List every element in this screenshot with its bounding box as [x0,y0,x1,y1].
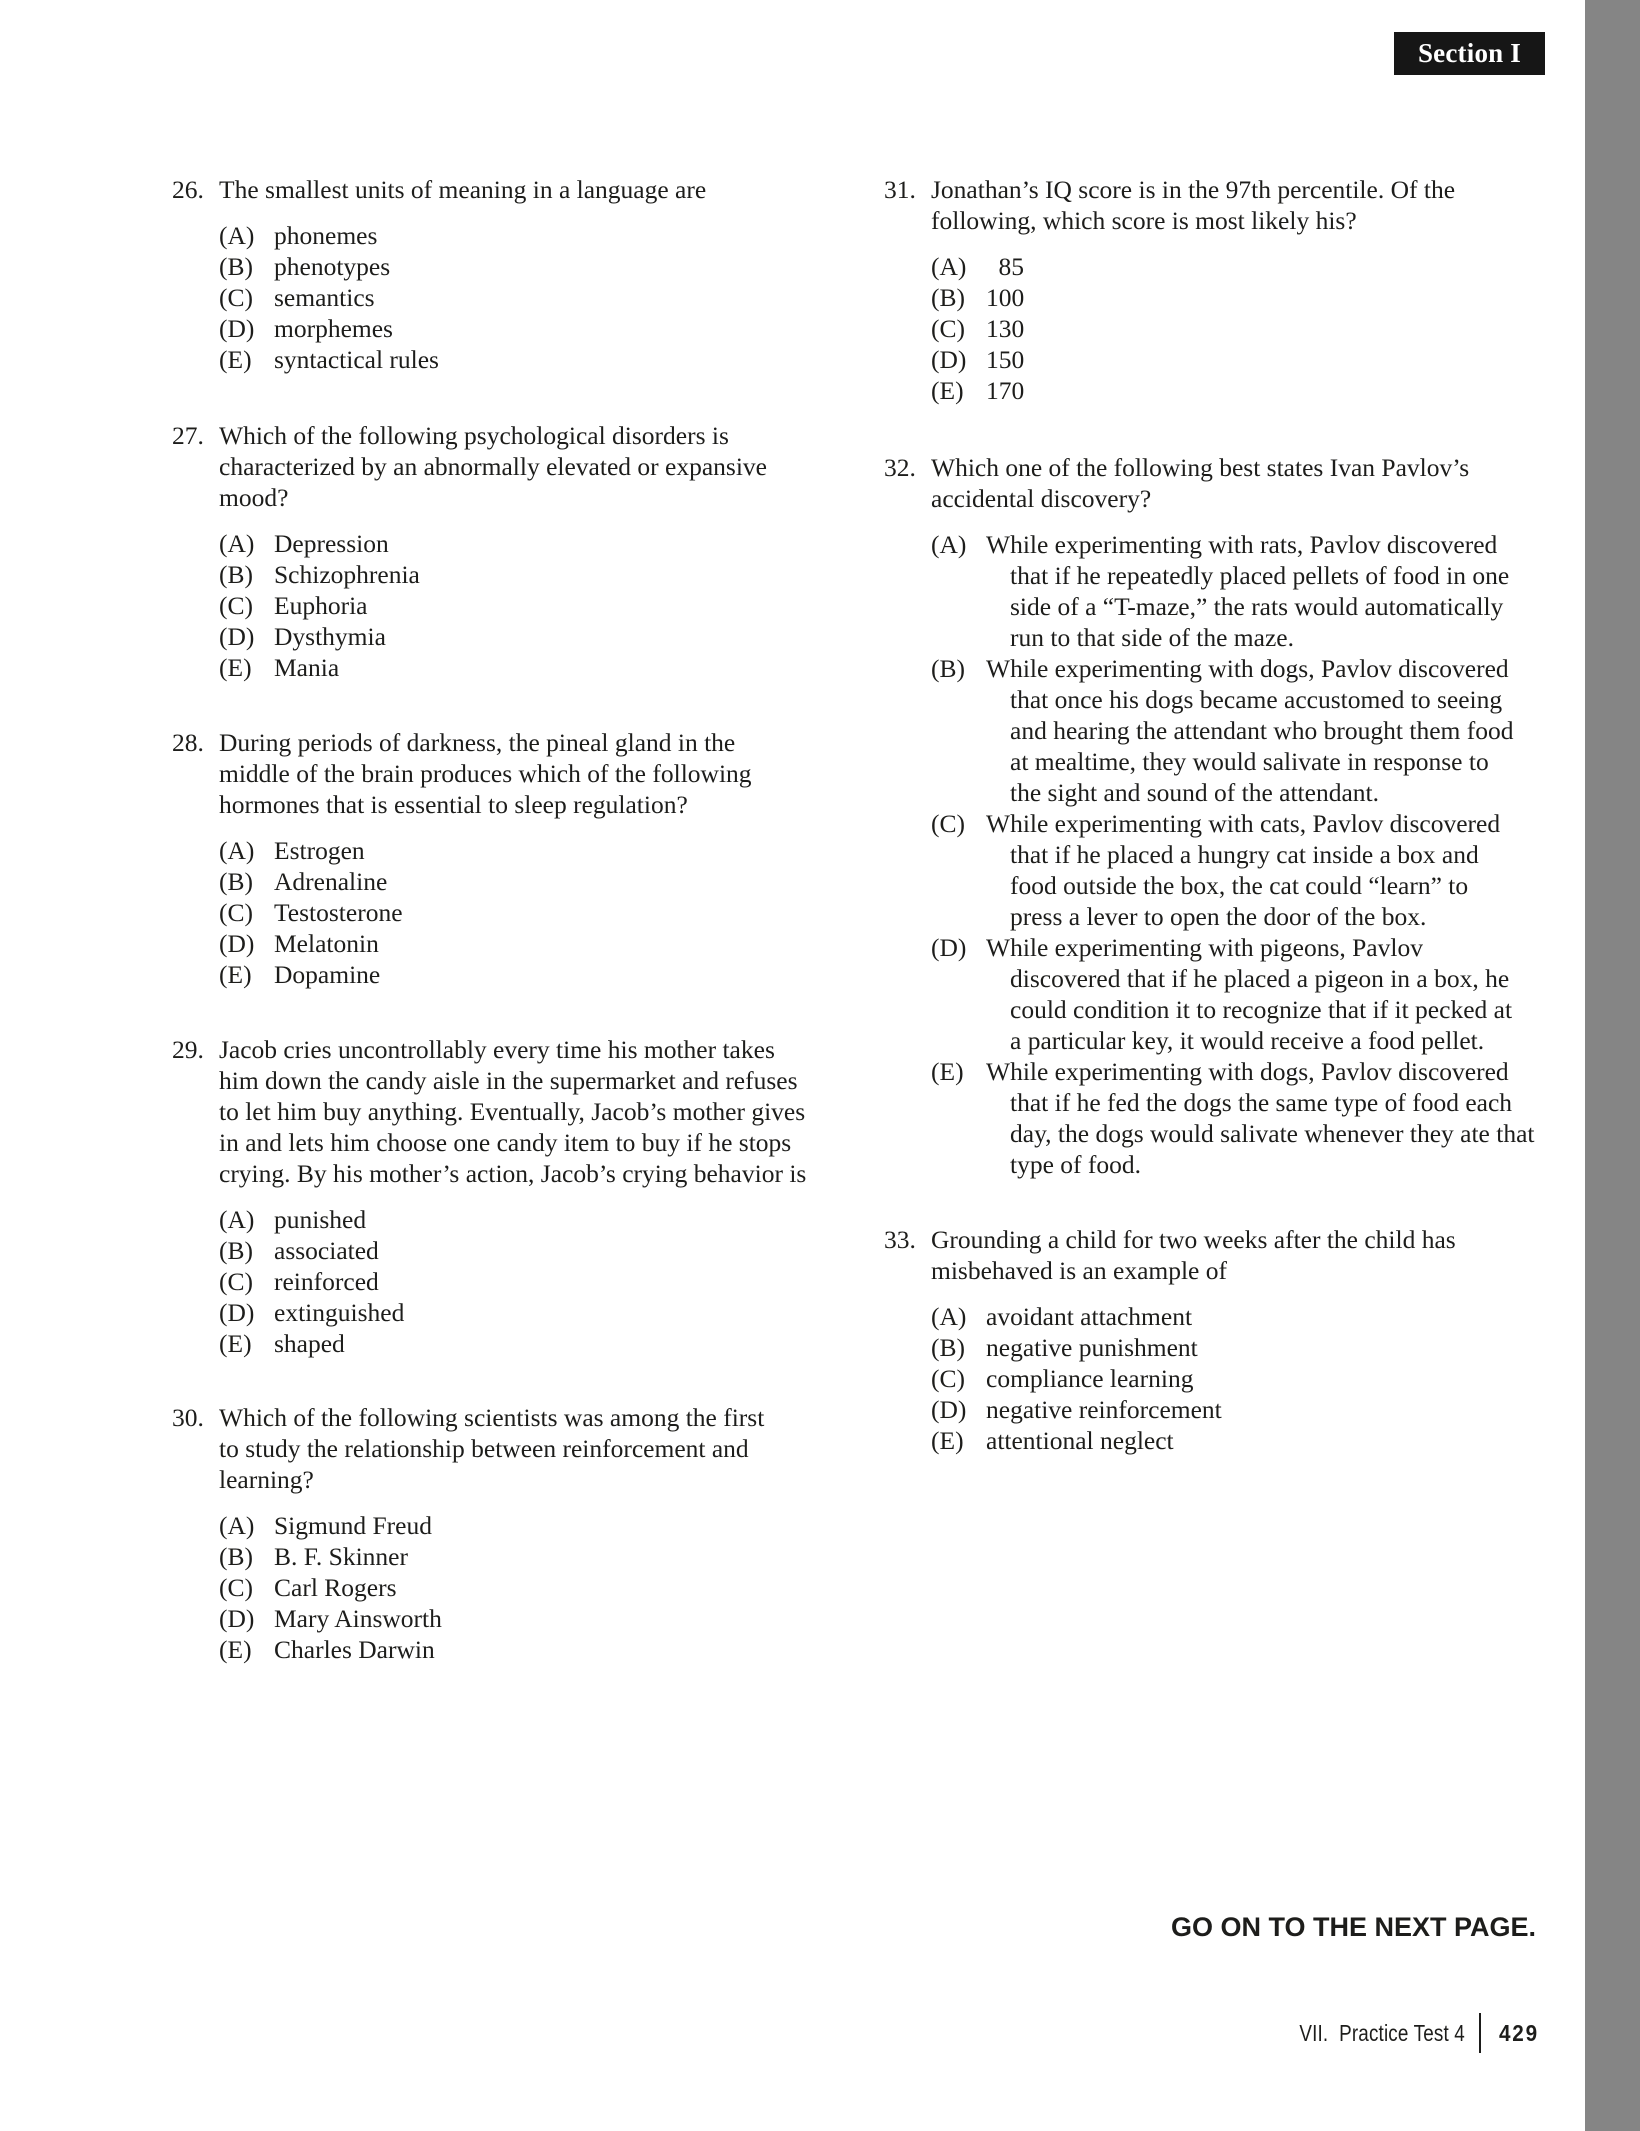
answer-option[interactable] [219,1510,832,1541]
option-letter: (D) [931,345,967,374]
option-letter: (E) [219,1635,252,1664]
answer-option[interactable] [931,1301,1544,1332]
option-letter: (D) [219,929,255,958]
option-letter: (B) [219,560,253,589]
option-text [274,1328,832,1359]
question-text-line: learning? [219,1465,314,1494]
option-letter: (A) [219,1205,255,1234]
option-text [986,932,1544,1056]
answer-option[interactable] [219,344,832,375]
answer-option[interactable] [219,528,832,559]
answer-option[interactable] [219,282,832,313]
option-text-line: Depression [274,529,389,558]
option-text [274,866,832,897]
answer-option[interactable] [219,1572,832,1603]
question-29 [172,1034,832,1359]
question-27 [172,420,832,683]
question-30 [172,1402,832,1665]
option-text-line: 150 [986,345,1025,374]
option-text [986,1425,1544,1456]
answer-option[interactable] [219,1235,832,1266]
answer-option[interactable] [219,559,832,590]
answer-option[interactable] [931,1332,1544,1363]
question-stem [172,420,832,513]
option-text-line: Dysthymia [274,622,386,651]
option-text-line: B. F. Skinner [274,1542,408,1571]
option-text [274,251,832,282]
option-letter: (A) [219,529,255,558]
answer-option[interactable] [931,653,1544,808]
option-letter: (C) [219,1573,253,1602]
question-text-line: crying. By his mother’s action, Jacob’s crying behavior is [219,1159,807,1188]
option-text [274,528,832,559]
answer-options [172,220,832,375]
option-letter: (E) [931,1426,964,1455]
answer-option[interactable] [219,251,832,282]
question-stem [172,727,832,820]
option-text-line: 130 [986,314,1025,343]
answer-option[interactable] [931,1394,1544,1425]
option-text [274,959,832,990]
option-text-line: associated [274,1236,379,1265]
option-text [274,1266,832,1297]
answer-option[interactable] [219,835,832,866]
option-letter: (A) [219,221,255,250]
answer-option[interactable] [931,344,1544,375]
option-text [986,313,1544,344]
option-letter: (C) [931,314,965,343]
option-letter: (D) [219,1298,255,1327]
option-text [274,835,832,866]
answer-option[interactable] [219,959,832,990]
option-letter: (E) [219,1329,252,1358]
question-number: 28. [172,728,204,757]
question-stem [172,1402,832,1495]
option-text [274,1572,832,1603]
question-33 [884,1224,1544,1456]
question-number: 26. [172,175,204,204]
option-letter: (D) [931,933,967,962]
option-text [274,1510,832,1541]
question-text-line: accidental discovery? [931,484,1152,513]
answer-option[interactable] [931,375,1544,406]
question-text-line: to let him buy anything. Eventually, Jacob’s mother gives [219,1097,806,1126]
answer-option[interactable] [931,251,1544,282]
answer-options [172,1204,832,1359]
question-text-line: Jacob cries uncontrollably every time his mother takes [219,1035,775,1064]
option-text-line: that once his dogs became accustomed to seeing [1010,685,1503,714]
option-text-line: Dopamine [274,960,381,989]
answer-option[interactable] [931,1056,1544,1180]
option-letter: (B) [931,283,965,312]
option-text [274,621,832,652]
answer-option[interactable] [219,590,832,621]
option-text [986,1301,1544,1332]
answer-option[interactable] [219,1603,832,1634]
option-letter: (E) [219,345,252,374]
answer-option[interactable] [931,1363,1544,1394]
option-text [274,928,832,959]
answer-option[interactable] [219,897,832,928]
option-text [274,1297,832,1328]
page-edge-tab [1585,0,1640,2131]
question-text-line: The smallest units of meaning in a language are [219,175,707,204]
option-text-line: 85 [998,252,1024,281]
question-text-line: Which one of the following best states Ivan Pavlov’s [931,453,1470,482]
answer-option[interactable] [219,1297,832,1328]
option-text-line: semantics [274,283,375,312]
question-text-line: Which of the following scientists was among the first [219,1403,765,1432]
option-letter: (E) [219,960,252,989]
option-text-line: Testosterone [274,898,403,927]
page-footer [1250,2012,1543,2054]
option-text [274,1634,832,1665]
option-text [986,1056,1544,1180]
option-text-line: phenotypes [274,252,391,281]
answer-option[interactable] [931,313,1544,344]
question-text-line: hormones that is essential to sleep regulation? [219,790,688,819]
option-text-line: that if he fed the dogs the same type of food each [1010,1088,1513,1117]
question-text-line: to study the relationship between reinforcement and [219,1434,749,1463]
option-letter: (B) [931,654,965,683]
question-stem [172,174,832,205]
option-text-line: Charles Darwin [274,1635,435,1664]
option-text-line: compliance learning [986,1364,1194,1393]
option-text [274,313,832,344]
question-number: 27. [172,421,204,450]
option-text-line: Melatonin [274,929,379,958]
option-text [274,897,832,928]
option-letter: (C) [931,809,965,838]
option-letter: (A) [219,1511,255,1540]
question-28 [172,727,832,990]
option-text-line: Mania [274,653,340,682]
option-letter: (D) [219,314,255,343]
option-letter: (D) [931,1395,967,1424]
answer-options [172,835,832,990]
option-text [986,1332,1544,1363]
option-text-line: syntactical rules [274,345,439,374]
option-text [986,653,1544,808]
option-text-line: While experimenting with rats, Pavlov discovered [986,530,1498,559]
answer-option[interactable] [219,313,832,344]
option-text-line: discovered that if he placed a pigeon in a box, he [1010,964,1510,993]
option-text [274,282,832,313]
question-stem [884,1224,1544,1286]
option-text-line: side of a “T-maze,” the rats would automatically [1010,592,1504,621]
option-text-line: Adrenaline [274,867,388,896]
option-text-line: Schizophrenia [274,560,420,589]
question-number: 33. [884,1225,916,1254]
option-text-line: 170 [986,376,1025,405]
question-text-line: misbehaved is an example of [931,1256,1227,1285]
section-badge: Section I [1394,32,1545,75]
question-31 [884,174,1544,406]
page-number: 429 [1498,2019,1539,2046]
option-text-line: phonemes [274,221,378,250]
option-text-line: a particular key, it would receive a food pellet. [1010,1026,1485,1055]
option-text-line: reinforced [274,1267,379,1296]
answer-options [884,1301,1544,1456]
option-letter: (C) [931,1364,965,1393]
option-text-line: that if he repeatedly placed pellets of food in one [1010,561,1510,590]
answer-option[interactable] [931,932,1544,1056]
question-text-line: Grounding a child for two weeks after the child has [931,1225,1456,1254]
question-text-line: During periods of darkness, the pineal gland in the [219,728,736,757]
option-letter: (E) [931,376,964,405]
go-on-instruction: GO ON TO THE NEXT PAGE. [1171,1912,1537,1942]
question-text-line: Jonathan’s IQ score is in the 97th percentile. Of the [931,175,1456,204]
footer-divider [1479,2013,1481,2053]
option-text-line: While experimenting with pigeons, Pavlov [986,933,1423,962]
option-text-line: and hearing the attendant who brought them food [1010,716,1514,745]
answer-option[interactable] [931,1425,1544,1456]
option-text-line: While experimenting with cats, Pavlov discovered [986,809,1501,838]
option-text-line: morphemes [274,314,393,343]
option-letter: (B) [219,1542,253,1571]
question-text-line: in and lets him choose one candy item to buy if he stops [219,1128,792,1157]
option-letter: (C) [219,591,253,620]
option-text-line: type of food. [1010,1150,1142,1179]
option-text [274,1204,832,1235]
option-text [986,808,1544,932]
option-text [274,1541,832,1572]
option-text-line: food outside the box, the cat could “learn” to [1010,871,1469,900]
answer-option[interactable] [219,652,832,683]
question-stem [884,452,1544,514]
option-text [274,652,832,683]
option-letter: (A) [931,1302,967,1331]
answer-option[interactable] [219,220,832,251]
option-text-line: avoidant attachment [986,1302,1193,1331]
footer-chapter: VII. Practice Test 4 [1299,2019,1465,2046]
option-text-line: the sight and sound of the attendant. [1010,778,1379,807]
option-text [986,375,1544,406]
option-letter: (E) [931,1057,964,1086]
option-letter: (B) [219,867,253,896]
option-text [274,220,832,251]
question-number: 32. [884,453,916,482]
question-number: 30. [172,1403,204,1432]
option-text [986,251,1544,282]
option-text-line: press a lever to open the door of the box. [1010,902,1427,931]
option-text [274,1603,832,1634]
option-text-line: negative punishment [986,1333,1198,1362]
option-text-line: attentional neglect [986,1426,1174,1455]
option-text-line: Mary Ainsworth [274,1604,442,1633]
option-text-line: negative reinforcement [986,1395,1222,1424]
question-text-line: following, which score is most likely his? [931,206,1357,235]
answer-option[interactable] [931,529,1544,653]
option-text-line: run to that side of the maze. [1010,623,1294,652]
option-text-line: punished [274,1205,367,1234]
option-text [986,529,1544,653]
option-text-line: Carl Rogers [274,1573,397,1602]
option-letter: (A) [931,530,967,559]
question-text-line: middle of the brain produces which of the following [219,759,752,788]
answer-option[interactable] [219,1266,832,1297]
answer-options [884,251,1544,406]
option-text-line: Sigmund Freud [274,1511,432,1540]
option-letter: (B) [219,252,253,281]
question-32 [884,452,1544,1180]
answer-option[interactable] [931,808,1544,932]
option-letter: (D) [219,622,255,651]
option-text-line: While experimenting with dogs, Pavlov discovered [986,1057,1509,1086]
option-text [274,559,832,590]
option-letter: (A) [931,252,967,281]
option-text-line: While experimenting with dogs, Pavlov discovered [986,654,1509,683]
option-text [274,344,832,375]
answer-option[interactable] [219,928,832,959]
question-stem [172,1034,832,1189]
option-letter: (B) [931,1333,965,1362]
question-text-line: him down the candy aisle in the supermarket and refuses [219,1066,798,1095]
answer-option[interactable] [219,1328,832,1359]
question-text-line: Which of the following psychological disorders is [219,421,729,450]
option-letter: (C) [219,1267,253,1296]
option-text [986,1394,1544,1425]
answer-option[interactable] [219,866,832,897]
answer-option[interactable] [219,1204,832,1235]
option-text [274,1235,832,1266]
option-text-line: extinguished [274,1298,405,1327]
answer-option[interactable] [931,282,1544,313]
option-text [986,344,1544,375]
question-number: 29. [172,1035,204,1064]
answer-option[interactable] [219,1634,832,1665]
answer-options [884,529,1544,1180]
option-text-line: 100 [986,283,1025,312]
option-letter: (B) [219,1236,253,1265]
option-text [986,282,1544,313]
question-stem [884,174,1544,236]
option-text-line: shaped [274,1329,345,1358]
answer-options [172,1510,832,1665]
question-text-line: mood? [219,483,289,512]
option-text-line: that if he placed a hungry cat inside a box and [1010,840,1479,869]
option-text-line: Euphoria [274,591,368,620]
option-text-line: could condition it to recognize that if it pecked at [1010,995,1513,1024]
option-letter: (D) [219,1604,255,1633]
option-text-line: day, the dogs would salivate whenever they ate that [1010,1119,1535,1148]
answer-option[interactable] [219,621,832,652]
answer-option[interactable] [219,1541,832,1572]
option-letter: (E) [219,653,252,682]
answer-options [172,528,832,683]
question-number: 31. [884,175,916,204]
option-text [986,1363,1544,1394]
option-letter: (C) [219,898,253,927]
question-26 [172,174,832,375]
option-letter: (C) [219,283,253,312]
option-text-line: at mealtime, they would salivate in response to [1010,747,1489,776]
option-letter: (A) [219,836,255,865]
option-text-line: Estrogen [274,836,365,865]
question-text-line: characterized by an abnormally elevated or expansive [219,452,767,481]
option-text [274,590,832,621]
